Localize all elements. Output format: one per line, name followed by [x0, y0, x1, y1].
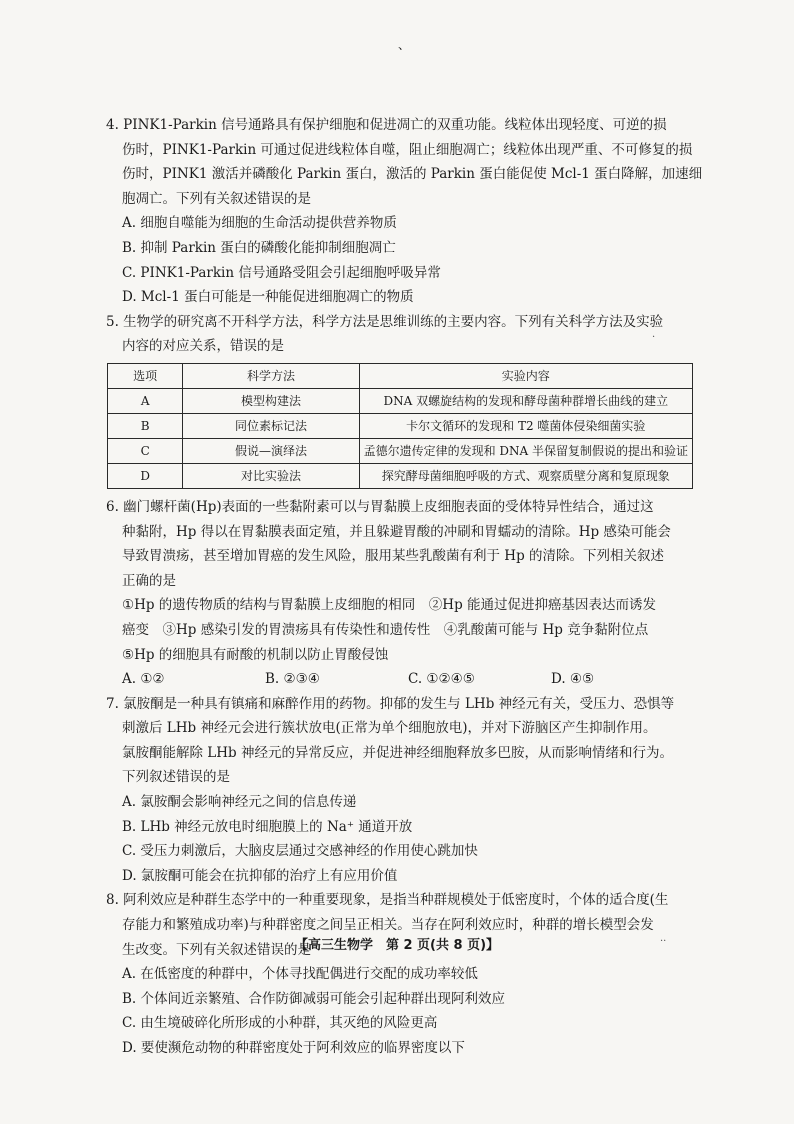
table-cell: DNA 双螺旋结构的发现和酵母菌种群增长曲线的建立 [359, 388, 692, 413]
question-8-line: 8. 阿利效应是种群生态学中的一种重要现象，是指当种群规模处于低密度时，个体的适合度(生 [106, 892, 669, 909]
table-header-row [108, 363, 693, 388]
statement-line: 癌变 ③Hp 感染引发的胃溃疡具有传染性和遗传性 ④乳酸菌可能与 Hp 竞争黏附位点 [122, 621, 649, 638]
question-4-line: 伤时，PINK1 激活并磷酸化 Parkin 蛋白，激活的 Parkin 蛋白能促使 Mcl-1 蛋白降解，加速细 [122, 166, 703, 183]
table-header: 科学方法 [183, 363, 359, 388]
table-row [108, 413, 693, 438]
option-b: B. LHb 神经元放电时细胞膜上的 Na⁺ 通道开放 [122, 818, 413, 835]
table-cell: 模型构建法 [183, 388, 359, 413]
choice-d: D. ④⑤ [551, 671, 595, 688]
question-6 [106, 495, 694, 692]
stray-dot-icon: · [652, 332, 656, 343]
table-cell: A [108, 388, 183, 413]
question-4 [106, 113, 703, 310]
option-a: A. 细胞自噬能为细胞的生命活动提供营养物质 [122, 215, 397, 232]
question-8 [106, 888, 694, 1060]
question-7 [106, 692, 694, 889]
question-7-line: 刺激后 LHb 神经元会进行簇状放电(正常为单个细胞放电)，并对下游脑区产生抑制作用。 [122, 720, 657, 737]
table-row [108, 438, 693, 463]
statement-line: ⑤Hp 的细胞具有耐酸的机制以防止胃酸侵蚀 [122, 646, 389, 663]
option-c: C. PINK1-Parkin 信号通路受阻会引起细胞呼吸异常 [122, 264, 441, 281]
top-mark: 、 [398, 38, 411, 52]
table-cell: D [108, 463, 183, 488]
option-a: A. 氯胺酮会影响神经元之间的信息传递 [122, 794, 357, 811]
statement-line: ①Hp 的遗传物质的结构与胃黏膜上皮细胞的相同 ②Hp 能通过促进抑癌基因表达而诱发 [122, 597, 657, 614]
table-cell: 假说—演绎法 [183, 438, 359, 463]
option-d: D. Mcl-1 蛋白可能是一种能促进细胞凋亡的物质 [122, 289, 414, 306]
methods-table [107, 363, 693, 489]
table-cell: 对比实验法 [183, 463, 359, 488]
question-5 [106, 310, 694, 489]
question-6-line: 6. 幽门螺杆菌(Hp)表面的一些黏附素可以与胃黏膜上皮细胞表面的受体特异性结合，通过这 [106, 498, 654, 515]
question-8-line: 生改变。下列有关叙述错误的是 [122, 941, 311, 958]
choice-c: C. ①②④⑤ [408, 671, 475, 688]
question-4-line: 伤时，PINK1-Parkin 可通过促进线粒体自噬，阻止细胞凋亡；线粒体出现严重、不可修复的损 [122, 141, 693, 158]
table-header: 选项 [108, 363, 183, 388]
option-d: D. 氯胺酮可能会在抗抑郁的治疗上有应用价值 [122, 867, 398, 884]
question-6-line: 种黏附，Hp 得以在胃黏膜表面定殖，并且躲避胃酸的冲刷和胃蠕动的清除。Hp 感染可能会 [122, 523, 671, 540]
table-header: 实验内容 [359, 363, 692, 388]
question-7-line: 下列叙述错误的是 [122, 769, 230, 786]
table-row [108, 388, 693, 413]
question-8-line: 存能力和繁殖成功率)与种群密度之间呈正相关。当存在阿利效应时，种群的增长模型会发 [122, 917, 654, 934]
table-cell: 卡尔文循环的发现和 T2 噬菌体侵染细菌实验 [359, 413, 692, 438]
choice-a: A. ①② [122, 671, 165, 688]
option-b: B. 个体间近亲繁殖、合作防御减弱可能会引起种群出现阿利效应 [122, 990, 506, 1007]
table-cell: 同位素标记法 [183, 413, 359, 438]
question-7-line: 氯胺酮能解除 LHb 神经元的异常反应，并促进神经细胞释放多巴胺，从而影响情绪和行为。 [122, 744, 673, 761]
page-footer: 【高三生物学 第 2 页(共 8 页)】 [294, 938, 500, 953]
question-5-line: 5. 生物学的研究离不开科学方法，科学方法是思维训练的主要内容。下列有关科学方法及实验 [106, 313, 664, 330]
option-c: C. 受压力刺激后，大脑皮层通过交感神经的作用使心跳加快 [122, 843, 478, 860]
option-a: A. 在低密度的种群中，个体寻找配偶进行交配的成功率较低 [122, 966, 478, 983]
option-d: D. 要使濒危动物的种群密度处于阿利效应的临界密度以下 [122, 1040, 465, 1056]
question-4-line: 4. PINK1-Parkin 信号通路具有保护细胞和促进凋亡的双重功能。线粒体出现轻度、可逆的损 [106, 117, 667, 133]
option-b: B. 抑制 Parkin 蛋白的磷酸化能抑制细胞凋亡 [122, 239, 396, 256]
questions [106, 113, 703, 1061]
choice-b: B. ②③④ [265, 671, 320, 688]
table-cell: B [108, 413, 183, 438]
question-7-line: 7. 氯胺酮是一种具有镇痛和麻醉作用的药物。抑郁的发生与 LHb 神经元有关，受压力、恐惧等 [106, 695, 675, 712]
option-c: C. 由生境破碎化所形成的小种群，其灭绝的风险更高 [122, 1015, 438, 1032]
choice-row [106, 667, 694, 692]
question-6-line: 导致胃溃疡，甚至增加胃癌的发生风险，服用某些乳酸菌有利于 Hp 的清除。下列相关叙述 [122, 548, 664, 565]
table-row [108, 463, 693, 488]
table-cell: 孟德尔遗传定律的发现和 DNA 半保留复制假说的提出和验证 [359, 438, 692, 463]
question-4-line: 胞凋亡。下列有关叙述错误的是 [122, 190, 311, 207]
question-5-line: 内容的对应关系，错误的是 [122, 338, 284, 355]
stray-dot-icon: ·· [660, 936, 667, 947]
question-6-line: 正确的是 [122, 572, 176, 589]
table-cell: C [108, 438, 183, 463]
table-cell: 探究酵母菌细胞呼吸的方式、观察质壁分离和复原现象 [359, 463, 692, 488]
